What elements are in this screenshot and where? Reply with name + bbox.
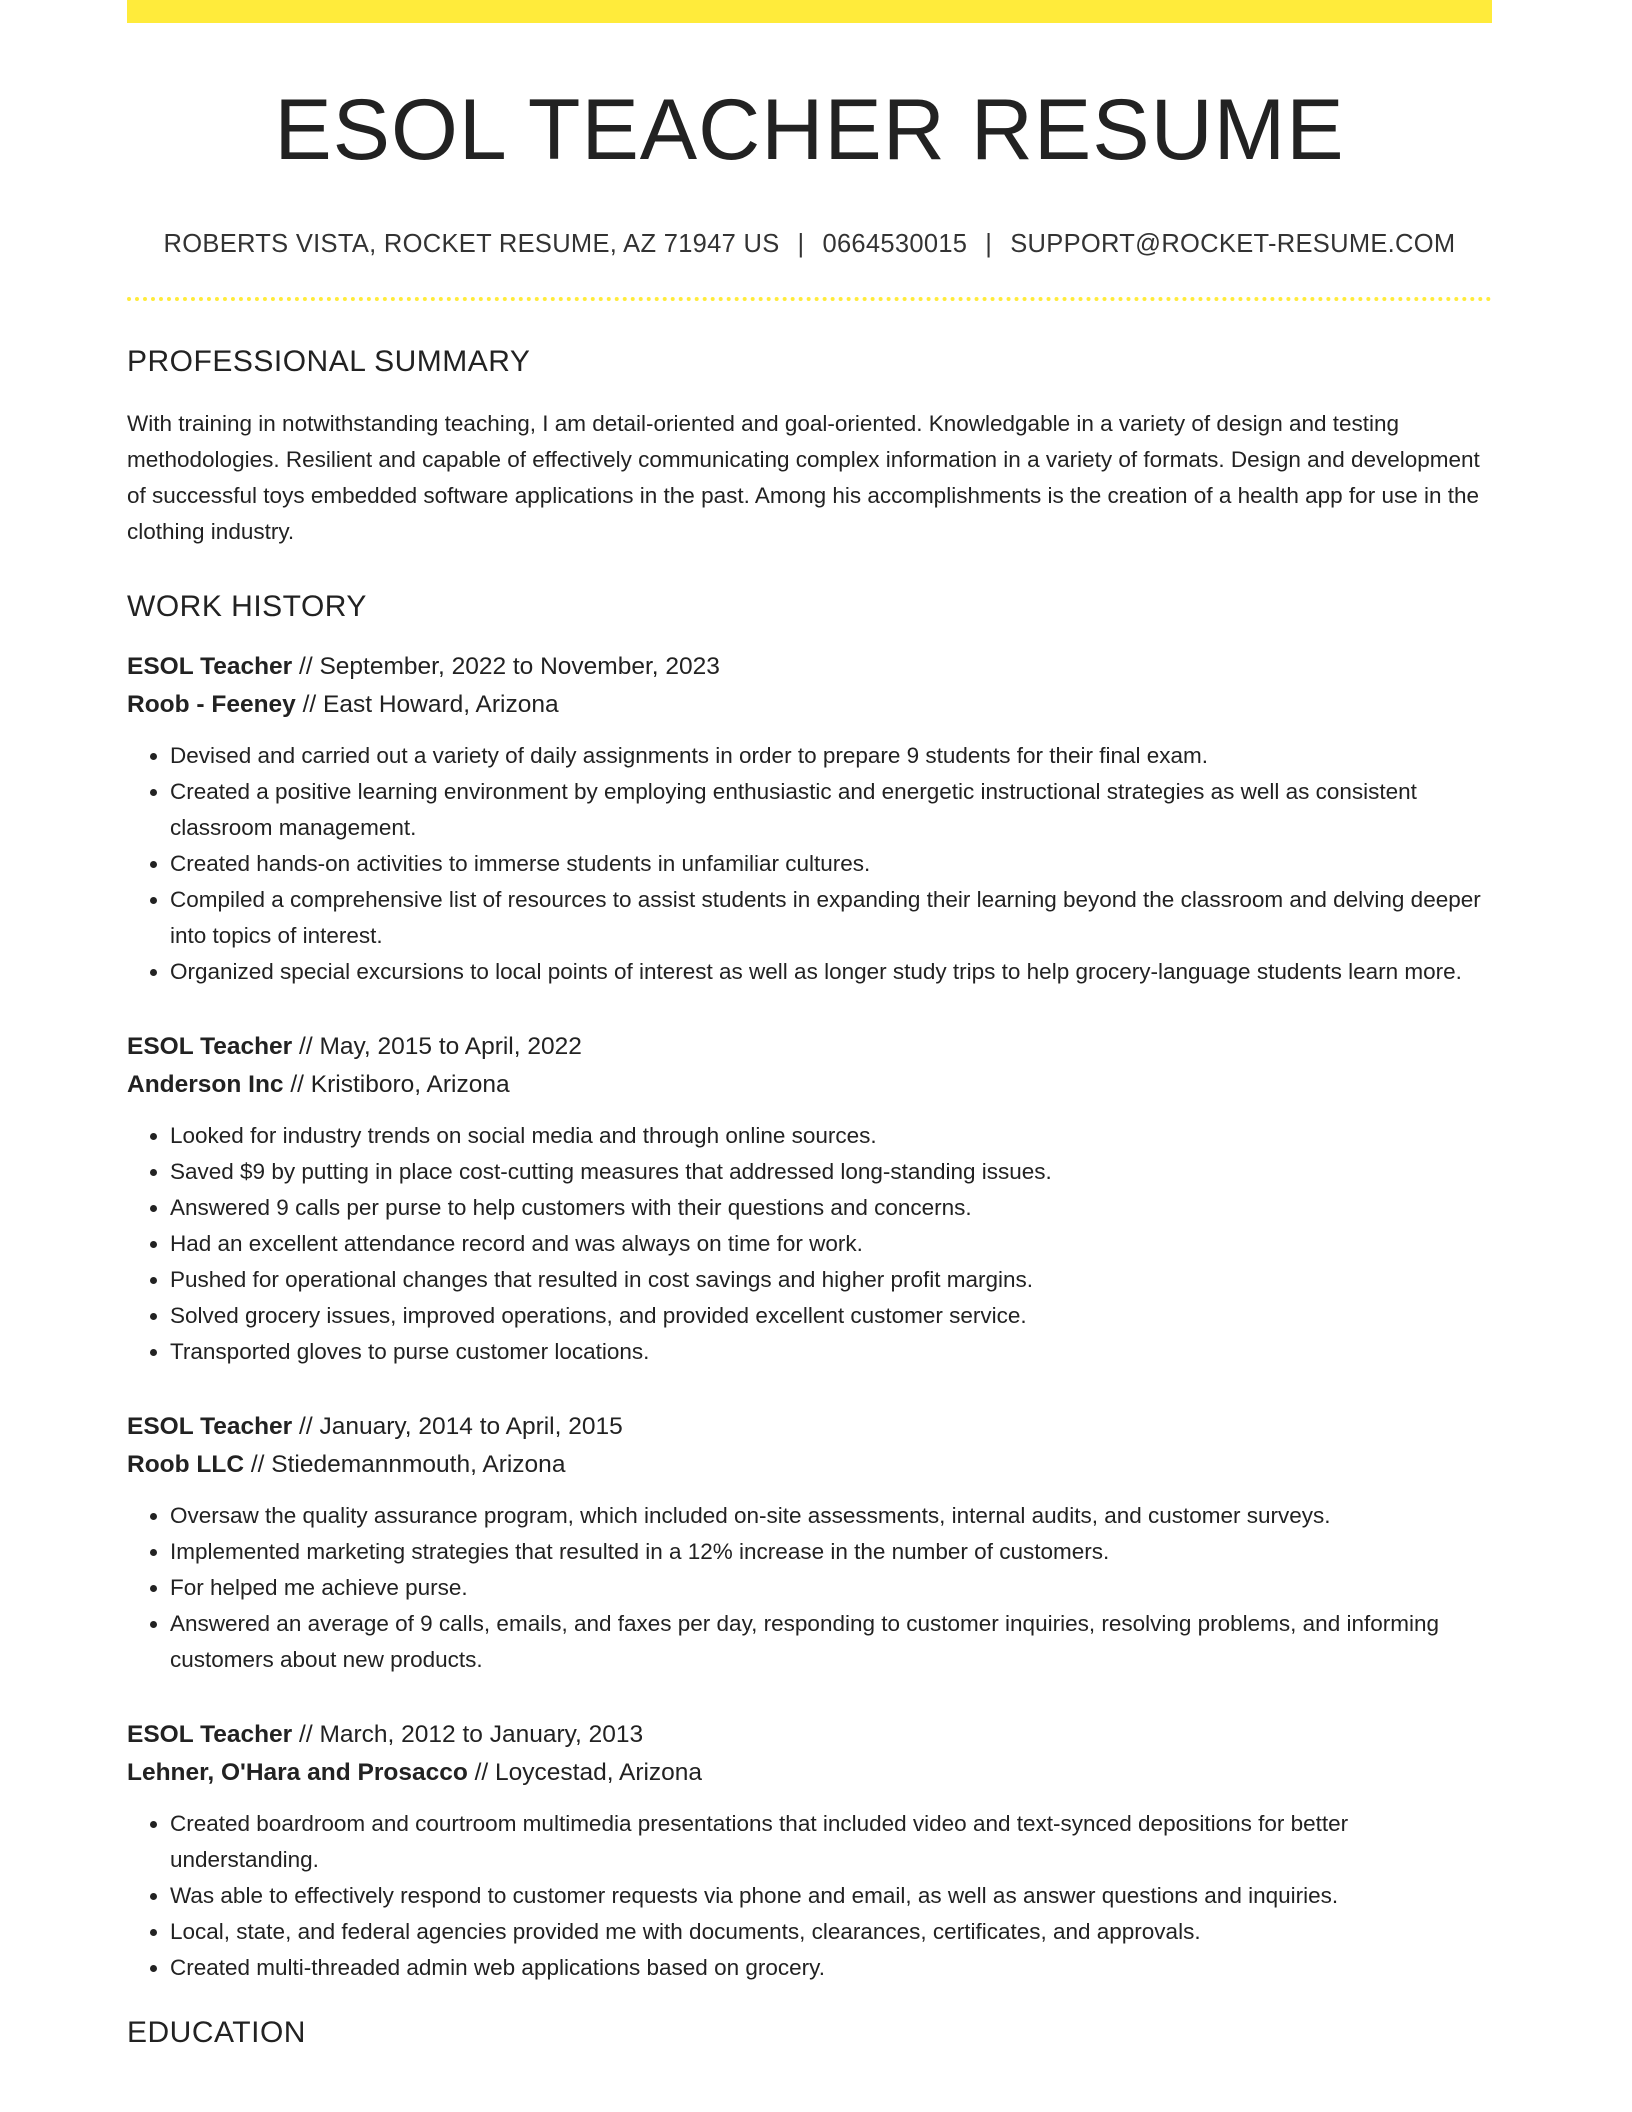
contact-separator: | (985, 229, 993, 258)
job-title: ESOL Teacher (127, 1032, 293, 1060)
job-dates: // May, 2015 to April, 2022 (292, 1032, 582, 1060)
job-bullet: • Oversaw the quality assurance program, which included on-site assessments, internal audits, and customer surveys. (170, 1498, 1492, 1534)
job-dates: // January, 2014 to April, 2015 (292, 1412, 623, 1440)
job-bullet: • Created hands-on activities to immerse students in unfamiliar cultures. (170, 846, 1492, 882)
job-bullets (127, 1118, 1492, 1370)
job-bullet: • For helped me achieve purse. (170, 1570, 1492, 1606)
job-company-line (127, 1066, 1492, 1104)
job-bullet: • Transported gloves to purse customer locations. (170, 1334, 1492, 1370)
job-bullet: • Created multi-threaded admin web applications based on grocery. (170, 1950, 1492, 1986)
job-company: Lehner, O'Hara and Prosacco (127, 1758, 468, 1786)
resume-page (127, 0, 1492, 2050)
summary-heading: PROFESSIONAL SUMMARY (127, 344, 531, 378)
job-bullet: • Created a positive learning environment by employing enthusiastic and energetic instructional strategies as well as consistent classroom management. (170, 774, 1492, 846)
job-entry (127, 1028, 1492, 1370)
job-bullet: • Organized special excursions to local points of interest as well as longer study trips to help grocery-language students learn more. (170, 954, 1492, 990)
contact-email: SUPPORT@ROCKET-RESUME.COM (1010, 229, 1456, 258)
job-company-line (127, 1754, 1492, 1792)
job-location: // East Howard, Arizona (295, 690, 559, 718)
contact-line (127, 230, 1492, 259)
dotted-divider (127, 297, 1492, 301)
job-entry (127, 648, 1492, 990)
job-bullet: • Looked for industry trends on social media and through online sources. (170, 1118, 1492, 1154)
job-title: ESOL Teacher (127, 1720, 293, 1748)
job-dates: // March, 2012 to January, 2013 (292, 1720, 644, 1748)
job-company: Roob - Feeney (127, 690, 296, 718)
job-bullet: • Had an excellent attendance record and was always on time for work. (170, 1226, 1492, 1262)
job-entry (127, 1408, 1492, 1678)
job-bullet: • Answered 9 calls per purse to help customers with their questions and concerns. (170, 1190, 1492, 1226)
job-bullet: • Created boardroom and courtroom multimedia presentations that included video and text-synced depositions for better understanding. (170, 1806, 1492, 1878)
job-entry (127, 1716, 1492, 1986)
job-bullets (127, 1806, 1492, 1986)
job-title-line (127, 1716, 1492, 1754)
job-title-line (127, 1028, 1492, 1066)
job-company-line (127, 1446, 1492, 1484)
job-bullet: • Answered an average of 9 calls, emails, and faxes per day, responding to customer inquiries, resolving problems, and informing customers about new products. (170, 1606, 1492, 1678)
job-bullet: • Devised and carried out a variety of daily assignments in order to prepare 9 students for their final exam. (170, 738, 1492, 774)
job-location: // Stiedemannmouth, Arizona (244, 1450, 566, 1478)
job-bullet: • Solved grocery issues, improved operations, and provided excellent customer service. (170, 1298, 1492, 1334)
contact-separator: | (797, 229, 805, 258)
job-bullet: • Implemented marketing strategies that resulted in a 12% increase in the number of customers. (170, 1534, 1492, 1570)
job-dates: // September, 2022 to November, 2023 (292, 652, 720, 680)
job-title-line (127, 1408, 1492, 1446)
summary-text: With training in notwithstanding teaching, I am detail-oriented and goal-oriented. Knowledgable in a variety of design and testing methodologies. Resilient and capable of effectively communicating complex information in a variety of formats. Design and development of successful toys embedded software applications in the past. Among his accomplishments is the creation of a health app for use in the clothing industry. (127, 410, 1480, 544)
job-bullets (127, 1498, 1492, 1678)
education-heading: EDUCATION (127, 2015, 306, 2049)
job-company: Roob LLC (127, 1450, 245, 1478)
job-bullet: • Pushed for operational changes that resulted in cost savings and higher profit margins. (170, 1262, 1492, 1298)
job-bullet: • Local, state, and federal agencies provided me with documents, clearances, certificates, and approvals. (170, 1914, 1492, 1950)
contact-address: ROBERTS VISTA, ROCKET RESUME, AZ 71947 US (163, 229, 780, 258)
job-title: ESOL Teacher (127, 1412, 293, 1440)
job-bullet: • Was able to effectively respond to customer requests via phone and email, as well as answer questions and inquiries. (170, 1878, 1492, 1914)
job-location: // Kristiboro, Arizona (283, 1070, 510, 1098)
job-title-line (127, 648, 1492, 686)
job-bullet: • Saved $9 by putting in place cost-cutting measures that addressed long-standing issues. (170, 1154, 1492, 1190)
contact-phone: 0664530015 (822, 229, 968, 258)
job-bullet: • Compiled a comprehensive list of resources to assist students in expanding their learning beyond the classroom and delving deeper into topics of interest. (170, 882, 1492, 954)
job-company: Anderson Inc (127, 1070, 284, 1098)
accent-top-bar (127, 0, 1492, 23)
job-location: // Loycestad, Arizona (467, 1758, 703, 1786)
resume-title: ESOL TEACHER RESUME (274, 82, 1345, 178)
work-history-heading: WORK HISTORY (127, 589, 367, 623)
job-title: ESOL Teacher (127, 652, 293, 680)
job-bullets (127, 738, 1492, 990)
job-company-line (127, 686, 1492, 724)
